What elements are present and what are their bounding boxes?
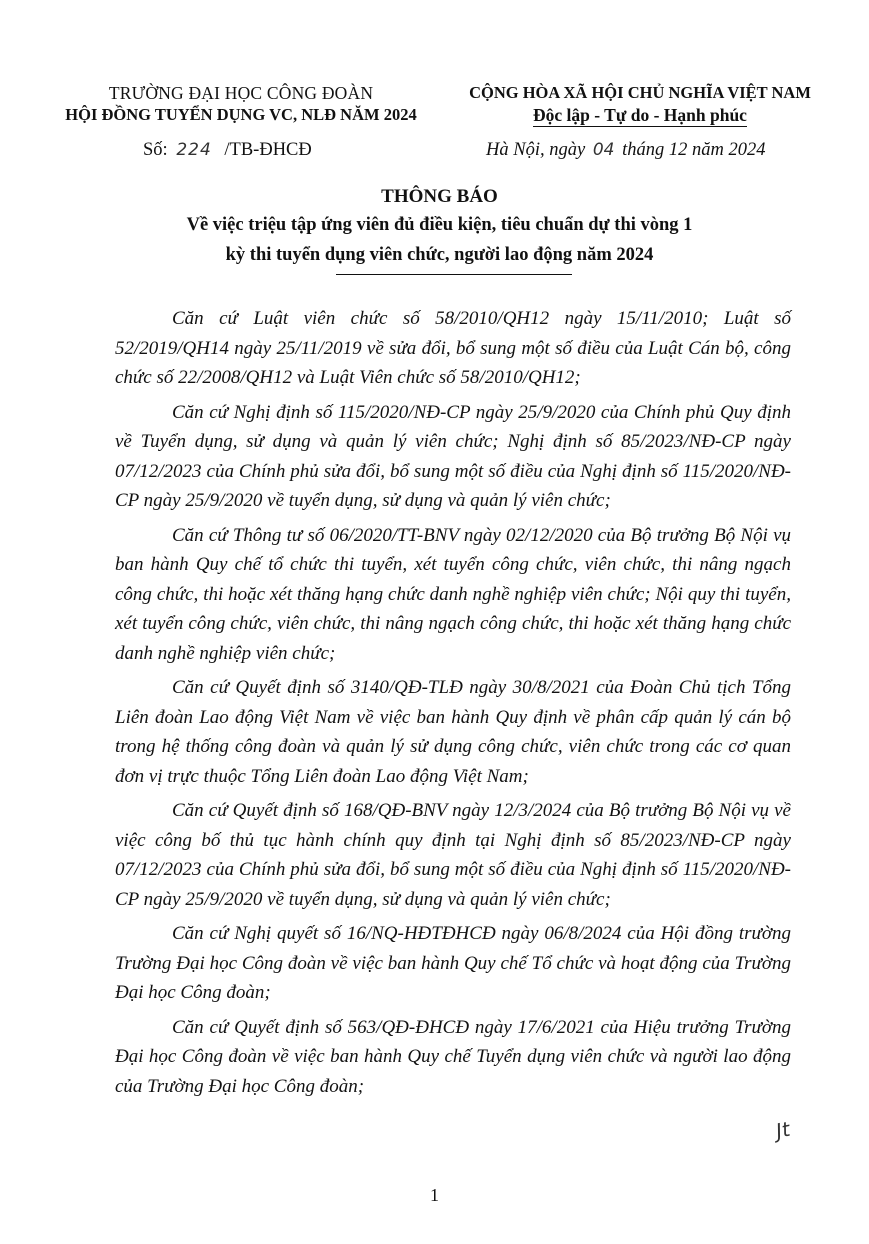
- notice-title-block: [100, 183, 779, 270]
- university-name: TRƯỜNG ĐẠI HỌC CÔNG ĐOÀN: [108, 83, 374, 103]
- issuing-organization: [50, 82, 432, 126]
- notice-subtitle-line-2: kỳ thi tuyển dụng viên chức, người lao động năm 2024: [225, 245, 654, 265]
- legal-basis-paragraph: Căn cứ Nghị định số 115/2020/NĐ-CP ngày 25/9/2020 của Chính phủ Quy định về Tuyển dụng, sử dụng và quản lý viên chức; Nghị định số 85/2023/NĐ-CP ngày 07/12/2023 của Chính phủ sửa đổi, bổ sung một số điều của Nghị định số 115/2020/NĐ-CP ngày 25/9/2020 về tuyển dụng, sử dụng và quản lý viên chức;: [115, 401, 791, 511]
- page-number: 1: [430, 1185, 439, 1205]
- title-underline-divider: [336, 274, 572, 275]
- legal-basis-paragraph: Căn cứ Luật viên chức số 58/2010/QH12 ngày 15/11/2010; Luật số 52/2019/QH14 ngày 25/11/2019 về sửa đổi, bổ sung một số điều của Luật Cán bộ, công chức số 22/2008/QH12 và Luật Viên chức số 58/2010/QH12;: [115, 308, 791, 388]
- document-number-suffix: /TB-ĐHCĐ: [224, 140, 312, 160]
- document-number-prefix: Số:: [143, 140, 168, 160]
- place-date-prefix: Hà Nội, ngày: [486, 140, 586, 160]
- legal-basis-paragraph: Căn cứ Thông tư số 06/2020/TT-BNV ngày 02/12/2020 của Bộ trưởng Bộ Nội vụ ban hành Quy chế tổ chức thi tuyển, xét tuyển công chức, viên chức, thi nâng ngạch công chức, thi hoặc xét thăng hạng chức danh nghề nghiệp viên chức; Nội quy thi tuyển, xét tuyển công chức, viên chức, thi nâng ngạch công chức, thi hoặc xét thăng hạng chức danh nghề nghiệp viên chức;: [115, 524, 791, 664]
- handwritten-day: 04: [592, 140, 615, 160]
- national-motto: Độc lập - Tự do - Hạnh phúc: [533, 105, 747, 125]
- legal-basis-paragraph: Căn cứ Quyết định số 168/QĐ-BNV ngày 12/3/2024 của Bộ trưởng Bộ Nội vụ về việc công bố thủ tục hành chính quy định tại Nghị định số 85/2023/NĐ-CP ngày 07/12/2023 của Chính phủ sửa đổi, bổ sung một số điều của Nghị định số 115/2020/NĐ-CP ngày 25/9/2020 về tuyển dụng, sử dụng và quản lý viên chức;: [115, 800, 791, 910]
- place-and-date: [486, 140, 765, 161]
- handwritten-document-number: 224: [176, 140, 212, 160]
- legal-bases: [115, 304, 791, 1106]
- notice-subtitle-line-1: Về việc triệu tập ứng viên đủ điều kiện, tiêu chuẩn dự thi vòng 1: [186, 215, 693, 235]
- national-header: [446, 82, 834, 127]
- recruitment-council-name: HỘI ĐỒNG TUYỂN DỤNG VC, NLĐ NĂM 2024: [65, 105, 417, 124]
- legal-basis-paragraph: Căn cứ Quyết định số 3140/QĐ-TLĐ ngày 30/8/2021 của Đoàn Chủ tịch Tổng Liên đoàn Lao động Việt Nam về việc ban hành Quy định về phân cấp quản lý cán bộ trong hệ thống công đoàn và quản lý sử dụng công chức, viên chức trong các cơ quan đơn vị trực thuộc Tổng Liên đoàn Lao động Việt Nam;: [115, 677, 791, 787]
- nation-name: CỘNG HÒA XÃ HỘI CHỦ NGHĨA VIỆT NAM: [469, 83, 811, 102]
- legal-basis-paragraph: Căn cứ Nghị quyết số 16/NQ-HĐTĐHCĐ ngày 06/8/2024 của Hội đồng trường Trường Đại học Công đoàn về việc ban hành Quy chế Tổ chức và hoạt động của Trường Đại học Công đoàn;: [115, 923, 791, 1003]
- notice-title: THÔNG BÁO: [381, 186, 498, 207]
- legal-basis-paragraph: Căn cứ Quyết định số 563/QĐ-ĐHCĐ ngày 17/6/2021 của Hiệu trưởng Trường Đại học Công đoàn về việc ban hành Quy chế Tuyển dụng viên chức và người lao động của Trường Đại học Công đoàn;: [115, 1016, 791, 1097]
- document-number: [143, 140, 312, 161]
- place-date-suffix: tháng 12 năm 2024: [622, 140, 766, 160]
- handwritten-initials: Jt: [773, 1116, 793, 1144]
